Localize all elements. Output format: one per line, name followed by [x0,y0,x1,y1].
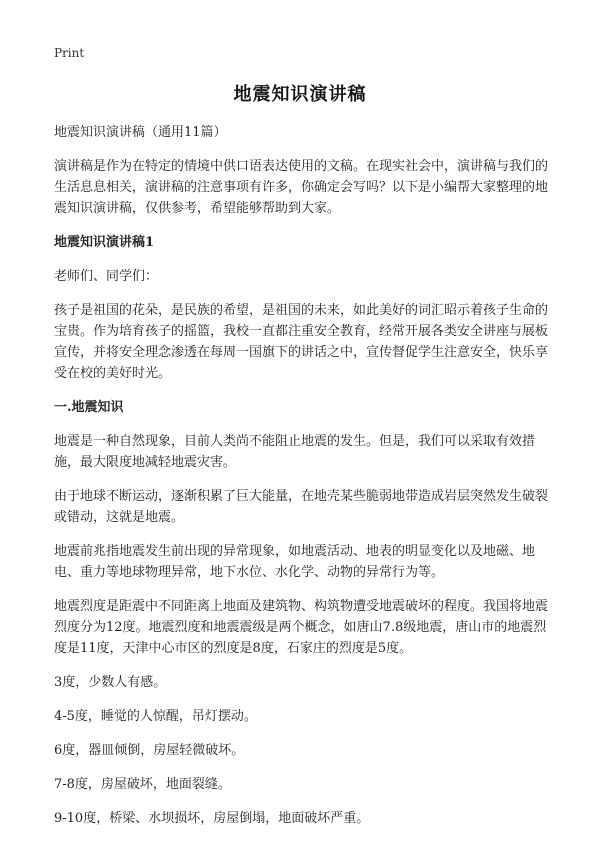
document-subtitle: 地震知识演讲稿（通用11篇） [54,125,227,140]
greeting-paragraph: 老师们、同学们： [54,269,159,284]
signs-paragraph: 地震前兆指地震发生前出现的异常现象，如地震活动、地表的明显变化以及地磁、地电、重力等地球物理异常，地下水位、水化学、动物的异常行为等。 [54,544,536,580]
intensity-paragraph: 地震烈度是距震中不同距离上地面及建筑物、构筑物遭受地震破坏的程度。我国将地震烈度分为12度。地震烈度和地震震级是两个概念，如唐山7.8级地震，唐山市的地震烈度是11度，天津中心市区的烈度是8度，石家庄的烈度是5度。 [54,599,549,656]
document-title: 地震知识演讲稿 [233,84,367,105]
intro-paragraph: 演讲稿是作为在特定的情境中供口语表达使用的文稿。在现实社会中，演讲稿与我们的生活息息相关，演讲稿的注意事项有许多，你确定会写吗？以下是小编帮大家整理的地震知识演讲稿，仅供参考，希望能够帮助到大家。 [54,159,549,216]
document-body [54,122,554,842]
intensity-level-item: 4-5度，睡觉的人惊醒，吊灯摆动。 [54,709,257,724]
sub-heading: 一.地震知识 [54,400,124,415]
intensity-level-item: 7-8度，房屋破坏，地面裂缝。 [54,777,231,792]
intensity-level-item: 9-10度，桥梁、水坝损坏，房屋倒塌，地面破坏严重。 [54,811,370,826]
section-heading: 地震知识演讲稿1 [54,235,155,250]
intensity-level-item: 3度，少数人有感。 [54,675,167,690]
cause-paragraph: 由于地球不断运动，逐渐积累了巨大能量，在地壳某些脆弱地带造成岩层突然发生破裂或错动，这就是地震。 [54,489,549,525]
print-link[interactable]: Print [54,46,85,60]
children-paragraph: 孩子是祖国的花朵，是民族的希望，是祖国的未来，如此美好的词汇昭示着孩子生命的宝贵。作为培育孩子的摇篮，我校一直都注重安全教育，经常开展各类安全讲座与展板宣传，并将安全理念渗透在每周一国旗下的讲话之中，宣传督促学生注意安全，快乐享受在校的美好时光。 [54,303,549,381]
intensity-level-item: 6度，器皿倾倒，房屋轻微破坏。 [54,743,245,758]
nature-paragraph: 地震是一种自然现象，目前人类尚不能阻止地震的发生。但是，我们可以采取有效措施，最大限度地减轻地震灾害。 [54,434,536,470]
